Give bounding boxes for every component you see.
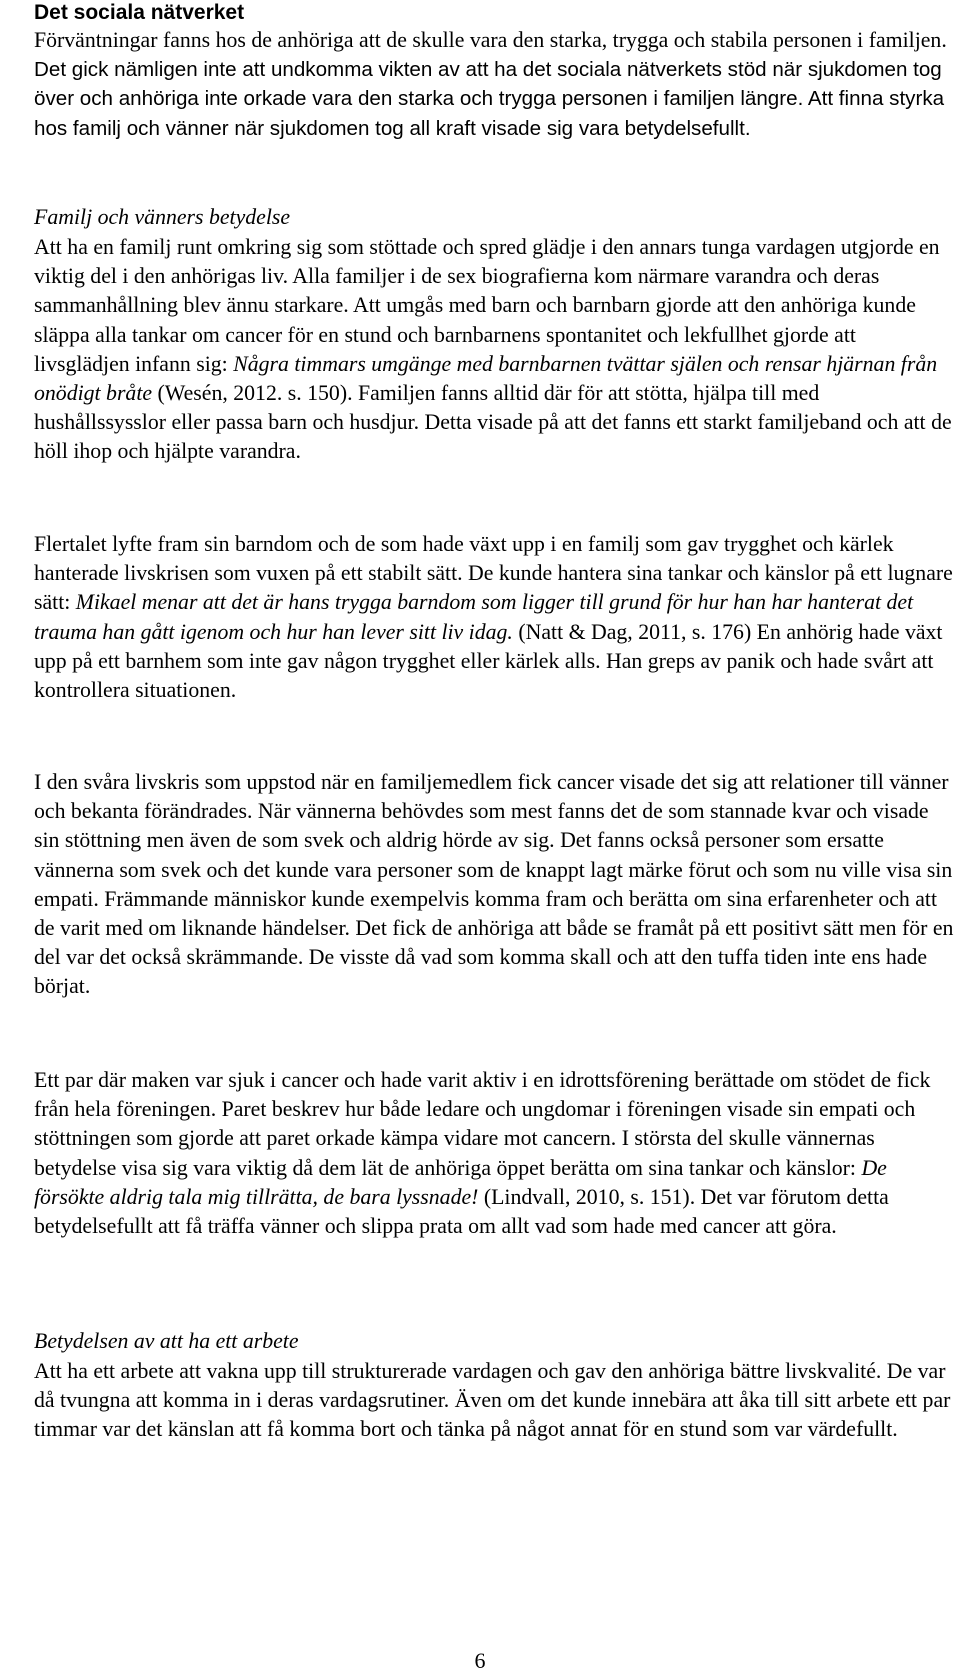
section-heading-family-friends: Familj och vänners betydelse <box>34 205 291 229</box>
paragraph-family-2 <box>34 530 954 705</box>
quote-text: Mikael menar att det är hans trygga barndom som ligger till grund för hur han har hanterat det trauma han gått igenom och hur han lever sitt liv idag. <box>34 590 914 644</box>
quote-text: De försökte aldrig tala mig tillrätta, de bara lyssnade! <box>34 1155 887 1209</box>
paragraph-text: (Lindvall, 2010, s. 151). Det var förutom detta betydelsefullt att få träffa vänner och slippa prata om allt vad som hade med cancer att göra. <box>34 1184 889 1239</box>
paragraph-text: Förväntningar fanns hos de anhöriga att de skulle vara den starka, trygga och stabila personen i familjen. <box>34 28 947 52</box>
paragraph-family-4 <box>34 1066 954 1241</box>
section-heading-social-network: Det sociala nätverket <box>34 1 245 24</box>
paragraph-social-network <box>34 26 954 143</box>
paragraph-family-1 <box>34 233 954 467</box>
paragraph-text: Ett par där maken var sjuk i cancer och hade varit aktiv i en idrottsförening berättade om stödet de fick från hela föreningen. Paret beskrev hur både ledare och ungdomar i föreningen visade sin empati och stöttningen som gjorde att paret orkade kämpa vidare mot cancern. I största del skulle vännernas betydelse visa sig vara viktig då dem lät de anhöriga öppet berätta om sina tankar och känslor: <box>34 1068 931 1180</box>
quote-text: Några timmars umgänge med barnbarnen tvättar själen och rensar hjärnan från onödigt bråte <box>34 351 938 406</box>
page-number: 6 <box>474 1648 486 1673</box>
section-heading-work: Betydelsen av att ha ett arbete <box>34 1329 299 1353</box>
paragraph-text-sans: Det gick nämligen inte att undkomma vikten av att ha det sociala nätverkets stöd när sjukdomen tog över och anhöriga inte orkade vara den starka och trygga personen i familjen längre. Att finna styrka hos familj och vänner när sjukdomen tog all kraft visade sig vara betydelsefullt. <box>34 58 945 140</box>
paragraph-work: Att ha ett arbete att vakna upp till strukturerade vardagen och gav den anhöriga bättre livskvalité. De var då tvungna att komma in i deras vardagsrutiner. Även om det kunde innebära att åka till sitt arbete ett par timmar var det känslan att få komma bort och tänka på något annat för en stund som var värdefullt. <box>34 1359 951 1442</box>
paragraph-text: Flertalet lyfte fram sin barndom och de som hade växt upp i en familj som gav trygghet och kärlek hanterade livskrisen som vuxen på ett stabilt sätt. De kunde hantera sina tankar och känslor på ett lugnare sätt: <box>34 532 953 615</box>
paragraph-family-3: I den svåra livskris som uppstod när en familjemedlem fick cancer visade det sig att relationer till vänner och bekanta förändrades. När vännerna behövdes som mest fanns det de som stannade kvar och visade sin stöttning men även de som svek och aldrig hörde av sig. Det fanns också personer som ersatte vännerna som svek och det kunde vara personer som de knappt lagt märke förut och som nu ville visa sin empati. Främmande människor kunde exempelvis komma fram och berätta om sina erfarenheter och att de varit med om liknande händelser. Det fick de anhöriga att både se framåt på ett positivt sätt men för en del var det också skrämmande. De visste då vad som komma skall och att den tuffa tiden inte ens hade börjat. <box>34 770 954 999</box>
paragraph-text: Att ha en familj runt omkring sig som stöttade och spred glädje i den annars tunga vardagen utgjorde en viktig del i den anhörigas liv. Alla familjer i de sex biografierna kom närmare varandra och deras sammanhållning blev ännu starkare. Att umgås med barn och barnbarn gjorde att den anhöriga kunde släppa alla tankar om cancer för en stund och barnbarnens spontanitet och lekfullhet gjorde att livsglädjen infann sig: <box>34 235 940 376</box>
paragraph-text: (Wesén, 2012. s. 150). Familjen fanns alltid där för att stötta, hjälpa till med hushållssysslor eller passa barn och husdjur. Detta visade på att det fanns ett starkt familjeband och att de höll ihop och hjälpte varandra. <box>34 381 952 464</box>
paragraph-text: (Natt & Dag, 2011, s. 176) En anhörig hade växt upp på ett barnhem som inte gav någon trygghet eller kärlek alls. Han greps av panik och hade svårt att kontrollera situationen. <box>34 619 943 703</box>
